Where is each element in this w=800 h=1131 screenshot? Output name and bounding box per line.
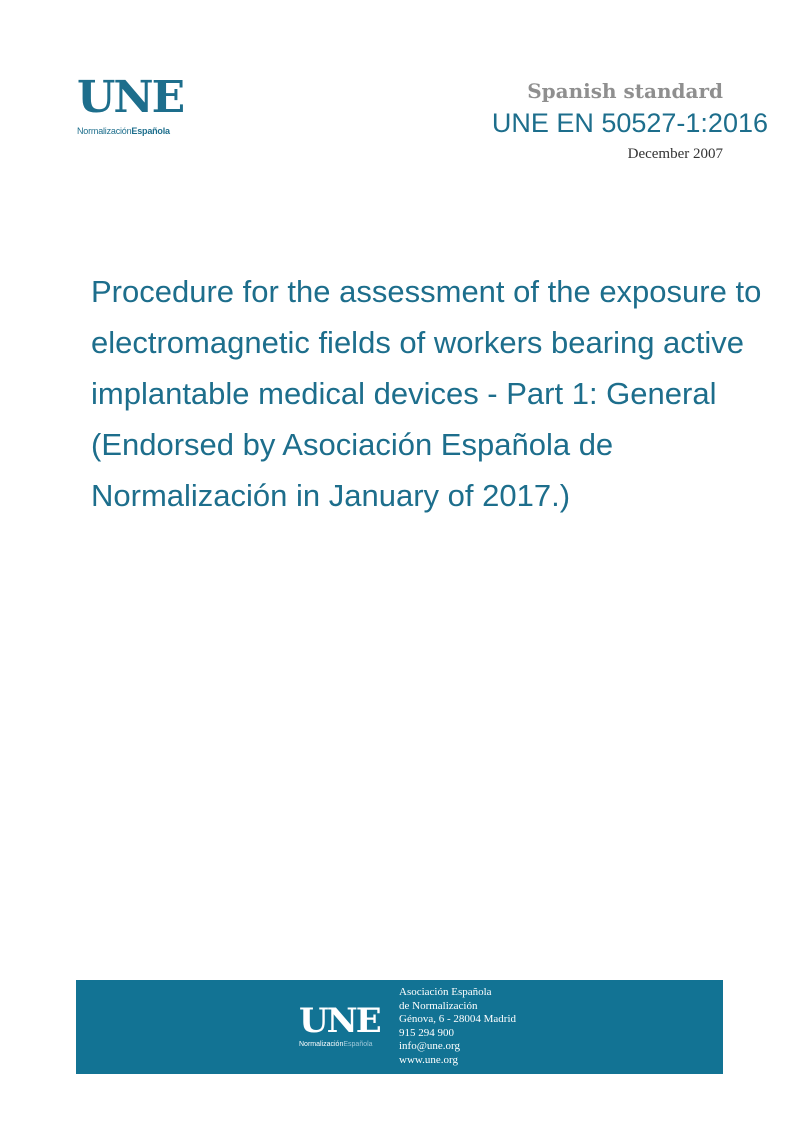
standard-code: UNE EN 50527-1:2016 [491, 108, 768, 138]
footer-contact [399, 986, 516, 1068]
document-title: Procedure for the assessment of the exposure to electromagnetic fields of workers bearing active implantable medical devices - Part 1: General (Endorsed by Asociación Española de Normalización in January of 2017.) [91, 274, 762, 513]
logo-subtitle-regular: Normalización [77, 126, 132, 136]
footer-logo-subtitle-colored: Española [343, 1041, 373, 1048]
footer-org-line-1: Asociación Española [399, 986, 492, 998]
footer-banner [76, 980, 723, 1074]
footer-website: www.une.org [399, 1053, 458, 1066]
une-logo [77, 72, 184, 136]
footer-address: Génova, 6 - 28004 Madrid [399, 1013, 517, 1026]
footer-phone: 915 294 900 [399, 1026, 454, 1039]
footer-logo-subtitle-regular: Normalización [299, 1041, 344, 1048]
standard-label: Spanish standard [527, 79, 723, 103]
footer-org-line-2: de Normalización [399, 999, 478, 1012]
footer-logo-mark: UNE [299, 1001, 380, 1041]
standard-date: December 2007 [627, 146, 723, 162]
logo-subtitle-bold: Española [131, 126, 170, 136]
footer-email: info@une.org [399, 1040, 460, 1053]
logo-subtitle [77, 126, 183, 136]
footer-logo [299, 1001, 380, 1049]
footer-logo-subtitle [299, 1041, 380, 1049]
standard-header [492, 78, 768, 164]
logo-mark: UNE [77, 72, 184, 123]
